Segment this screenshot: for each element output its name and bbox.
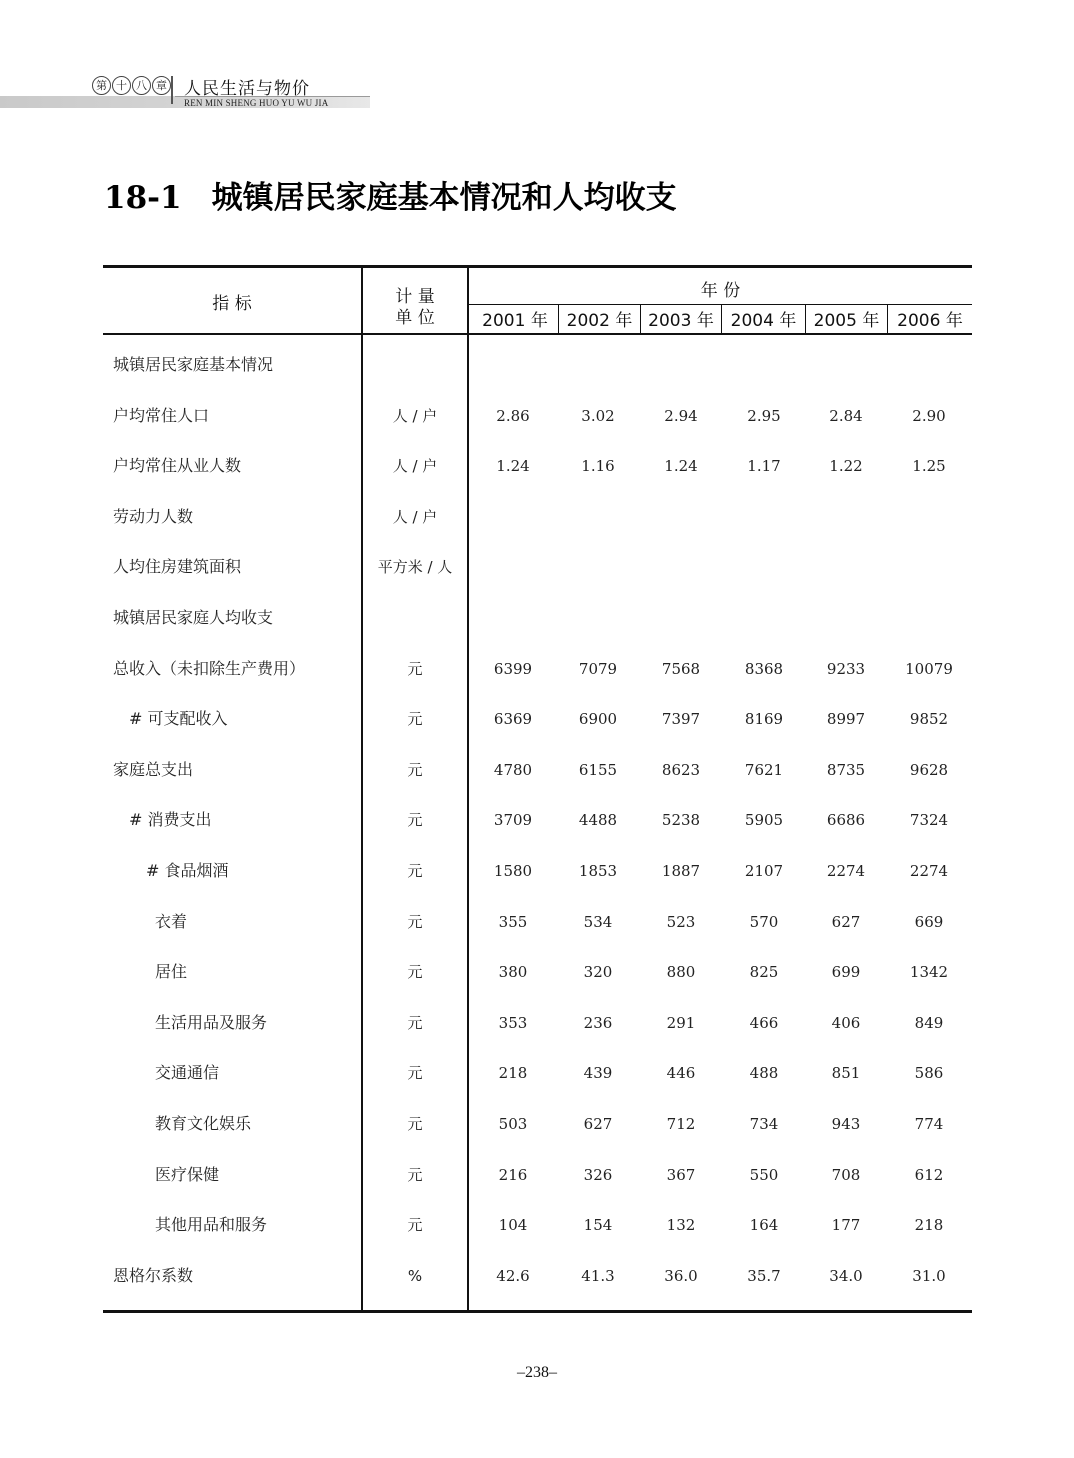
- row-value: 218: [914, 1216, 944, 1235]
- row-value: 849: [914, 1013, 944, 1032]
- table-row: [0, 1160, 1074, 1190]
- row-value: 627: [583, 1115, 613, 1133]
- table-row: [0, 1210, 1074, 1240]
- row-value: 669: [914, 912, 944, 931]
- row-value: 34.0: [829, 1266, 863, 1285]
- table-row: [0, 502, 1074, 532]
- row-value: 355: [498, 912, 528, 931]
- row-value: 320: [583, 963, 613, 982]
- row-value: 2107: [744, 862, 784, 880]
- unit-header-line1: 计 量: [395, 287, 435, 307]
- row-unit: 元: [407, 963, 423, 982]
- row-value: 2.90: [912, 406, 946, 425]
- row-value: 2.86: [496, 406, 530, 425]
- chapter-glyph: 第: [92, 76, 111, 95]
- row-value: 164: [749, 1216, 779, 1235]
- row-label: 家庭总支出: [113, 759, 194, 779]
- year-header: 2002 年: [566, 311, 633, 331]
- row-unit: 人 / 户: [392, 507, 438, 526]
- table-row: [0, 805, 1074, 835]
- table-row: [0, 1058, 1074, 1088]
- table-row: [0, 856, 1074, 886]
- row-value: 586: [914, 1064, 944, 1083]
- row-unit: 元: [407, 760, 423, 779]
- row-value: 8623: [661, 760, 701, 779]
- row-label: # 消费支出: [129, 810, 212, 830]
- row-value: 1.25: [912, 457, 946, 476]
- header-separator: [171, 76, 173, 104]
- row-value: 1342: [909, 963, 949, 982]
- indicator-header: 指 标: [212, 294, 252, 314]
- row-unit: 人 / 户: [392, 406, 438, 425]
- row-label: 交通通信: [155, 1063, 220, 1083]
- row-value: 8169: [744, 710, 784, 729]
- row-value: 1.24: [496, 457, 530, 476]
- row-value: 6900: [578, 710, 618, 729]
- row-value: 236: [583, 1013, 613, 1032]
- chapter-glyph: 十: [112, 76, 131, 95]
- row-value: 9628: [909, 760, 949, 779]
- table-row: [0, 1261, 1074, 1291]
- row-unit: 元: [407, 1013, 423, 1032]
- row-value: 8997: [826, 710, 866, 729]
- row-value: 7397: [661, 710, 701, 729]
- row-value: 7568: [661, 659, 701, 678]
- table-row: [0, 957, 1074, 987]
- table-number: 18-1: [104, 180, 182, 216]
- row-value: 9233: [826, 659, 866, 678]
- row-value: 3.02: [581, 406, 615, 425]
- row-value: 7079: [578, 659, 618, 678]
- row-value: 41.3: [581, 1266, 615, 1285]
- row-value: 35.7: [747, 1266, 781, 1285]
- table-row: [0, 1109, 1074, 1139]
- row-value: 699: [831, 963, 861, 982]
- row-value: 627: [831, 912, 861, 931]
- row-value: 216: [498, 1165, 528, 1184]
- row-value: 367: [666, 1165, 696, 1184]
- row-value: 5238: [661, 811, 701, 830]
- row-value: 2.84: [829, 406, 863, 425]
- row-value: 1887: [661, 862, 701, 880]
- row-value: 6399: [493, 659, 533, 678]
- year-header: 2005 年: [813, 311, 880, 331]
- row-unit: 元: [407, 1165, 423, 1184]
- row-value: 774: [914, 1115, 944, 1133]
- table-title-text: 城镇居民家庭基本情况和人均收支: [211, 180, 677, 216]
- row-unit: 平方米 / 人: [377, 558, 453, 577]
- row-value: 708: [831, 1165, 861, 1184]
- year-header: 2003 年: [648, 311, 714, 331]
- year-group-header: 年 份: [700, 281, 741, 301]
- row-value: 466: [749, 1013, 779, 1032]
- row-value: 31.0: [912, 1266, 946, 1285]
- row-value: 3709: [493, 811, 533, 830]
- row-value: 2.94: [664, 406, 698, 425]
- row-value: 154: [583, 1216, 613, 1235]
- row-unit: 元: [407, 1216, 423, 1235]
- table-row: [0, 755, 1074, 785]
- row-label: # 食品烟酒: [146, 861, 229, 880]
- row-label: 医疗保健: [155, 1164, 220, 1184]
- row-value: 10079: [905, 659, 953, 678]
- row-value: 380: [498, 963, 528, 982]
- row-value: 6686: [826, 811, 866, 830]
- row-value: 218: [498, 1064, 528, 1083]
- row-unit: 元: [407, 1115, 423, 1133]
- table-row: [0, 401, 1074, 431]
- row-value: 1.24: [664, 457, 698, 476]
- row-label: 总收入（未扣除生产费用）: [113, 658, 306, 678]
- row-value: 943: [831, 1115, 861, 1133]
- row-value: 291: [666, 1013, 696, 1032]
- row-value: 1580: [493, 862, 533, 880]
- row-value: 734: [749, 1115, 779, 1133]
- row-value: 4488: [578, 811, 618, 830]
- row-value: 177: [831, 1216, 861, 1235]
- table-row: [0, 603, 1074, 633]
- row-unit: 元: [407, 862, 423, 880]
- row-unit: 元: [407, 811, 423, 830]
- row-value: 132: [666, 1216, 696, 1235]
- row-value: 534: [583, 912, 613, 931]
- unit-header-line2: 单 位: [395, 308, 435, 328]
- row-value: 550: [749, 1165, 779, 1184]
- row-value: 523: [666, 912, 696, 931]
- row-value: 4780: [493, 760, 533, 779]
- row-value: 7324: [909, 811, 949, 830]
- row-value: 5905: [744, 811, 784, 830]
- table-title: [104, 172, 677, 217]
- row-value: 825: [749, 963, 779, 982]
- page-number: –238–: [517, 1364, 557, 1381]
- year-group-rule: [468, 304, 972, 305]
- year-header: 2001 年: [482, 311, 548, 331]
- row-value: 7621: [744, 760, 784, 779]
- table-row: [0, 552, 1074, 582]
- row-label: 户均常住人口: [113, 405, 210, 425]
- row-value: 439: [583, 1064, 613, 1083]
- row-value: 2274: [826, 862, 866, 880]
- row-value: 1.17: [747, 457, 781, 476]
- row-value: 326: [583, 1165, 613, 1184]
- row-value: 8735: [826, 760, 866, 779]
- row-value: 488: [749, 1064, 779, 1083]
- row-unit: 元: [407, 912, 423, 931]
- section-pinyin: REN MIN SHENG HUO YU WU JIA: [184, 98, 329, 108]
- row-value: 880: [666, 963, 696, 982]
- table-row: [0, 1008, 1074, 1038]
- table-row: [0, 451, 1074, 481]
- row-unit: %: [407, 1266, 423, 1285]
- row-label: 教育文化娱乐: [155, 1114, 252, 1133]
- row-value: 1.16: [581, 457, 615, 476]
- row-value: 2274: [909, 862, 949, 880]
- chapter-glyph: 章: [152, 76, 171, 95]
- row-value: 6155: [578, 760, 618, 779]
- table-row: [0, 704, 1074, 734]
- row-value: 2.95: [747, 406, 781, 425]
- year-header: 2004 年: [730, 311, 797, 331]
- row-value: 570: [749, 912, 779, 931]
- row-label: 居住: [155, 962, 188, 982]
- row-value: 1.22: [829, 457, 863, 476]
- row-value: 42.6: [496, 1266, 530, 1285]
- row-label: 城镇居民家庭基本情况: [113, 355, 274, 374]
- row-unit: 元: [407, 710, 423, 729]
- row-label: 衣着: [155, 911, 188, 931]
- row-label: 户均常住从业人数: [113, 456, 242, 476]
- row-value: 712: [666, 1115, 696, 1133]
- row-label: 城镇居民家庭人均收支: [113, 608, 274, 627]
- row-label: 劳动力人数: [113, 506, 194, 526]
- row-label: 其他用品和服务: [155, 1215, 268, 1235]
- row-value: 6369: [493, 710, 533, 729]
- table-top-rule: [103, 265, 972, 268]
- table-row: [0, 350, 1074, 380]
- row-value: 406: [831, 1013, 861, 1032]
- table-bottom-rule: [103, 1310, 972, 1313]
- chapter-badge: [92, 76, 171, 98]
- row-value: 1853: [578, 862, 618, 880]
- row-value: 9852: [909, 710, 949, 729]
- row-value: 104: [498, 1216, 528, 1235]
- row-label: 人均住房建筑面积: [113, 557, 242, 577]
- row-value: 446: [666, 1064, 696, 1083]
- row-value: 353: [498, 1013, 528, 1032]
- row-value: 8368: [744, 659, 784, 678]
- row-unit: 元: [407, 1064, 423, 1083]
- table-row: [0, 907, 1074, 937]
- row-label: 恩格尔系数: [113, 1265, 194, 1285]
- year-header: 2006 年: [897, 311, 963, 331]
- chapter-glyph: 八: [132, 76, 151, 95]
- row-label: 生活用品及服务: [155, 1012, 268, 1032]
- row-unit: 元: [407, 659, 423, 678]
- row-value: 851: [831, 1064, 861, 1083]
- section-title: 人民生活与物价: [184, 79, 310, 99]
- row-value: 612: [914, 1165, 944, 1184]
- row-value: 503: [498, 1115, 528, 1133]
- row-value: 36.0: [664, 1266, 698, 1285]
- row-label: # 可支配收入: [129, 709, 228, 729]
- table-row: [0, 654, 1074, 684]
- row-unit: 人 / 户: [392, 457, 438, 476]
